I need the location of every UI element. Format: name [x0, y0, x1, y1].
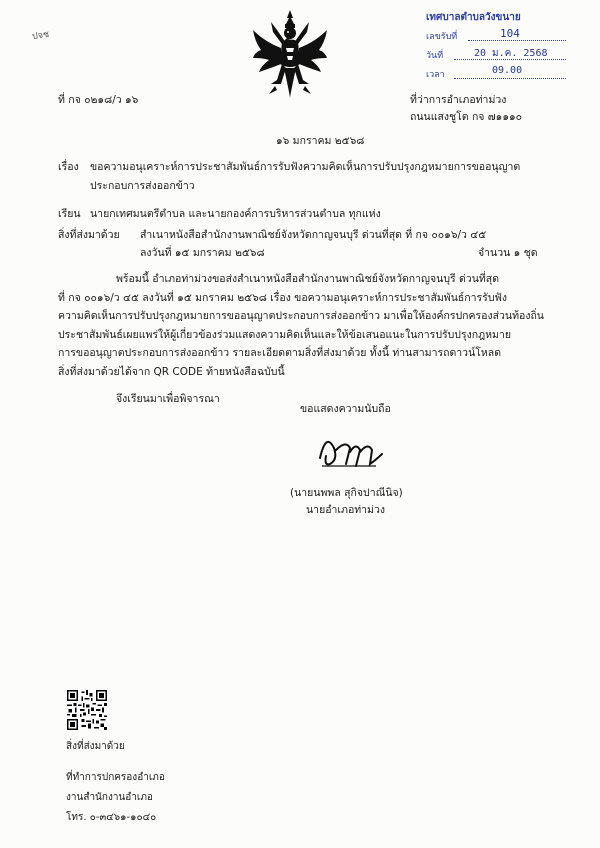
garuda-emblem-icon: [251, 8, 329, 100]
handwritten-signature: [316, 420, 386, 480]
signer-title: นายอำเภอท่าม่วง: [306, 504, 386, 516]
subject-line-2: ประกอบการส่งออกข้าว: [90, 180, 195, 192]
footer-phone: โทร. ๐-๓๔๖๑-๑๐๔๐: [66, 812, 157, 823]
to-label: เรียน: [58, 208, 81, 220]
stamp-org: เทศบาลตำบลวังขนาย: [426, 12, 521, 23]
closing-phrase: ขอแสดงความนับถือ: [300, 403, 391, 415]
qr-code-icon: [67, 690, 107, 730]
stamp-date-value: 20 ม.ค. 2568: [474, 48, 548, 59]
margin-note: ปจช: [31, 29, 50, 43]
subject-label: เรื่อง: [58, 161, 79, 173]
stamp-time-label: เวลา: [426, 70, 445, 80]
body-line-2: ที่ กจ ๐๐๑๖/ว ๔๕ ลงวันที่ ๑๕ มกราคม ๒๕๖๘ เรื่อง ขอความอนุเคราะห์การประชาสัมพันธ์การรับฟัง: [58, 292, 508, 304]
body-line-4: ประชาสัมพันธ์เผยแพร่ให้ผู้เกี่ยวข้องร่วมแสดงความคิดเห็นและให้ข้อเสนอแนะในการปรับปรุงกฎหมาย: [58, 329, 512, 341]
footer-department: งานสำนักงานอำเภอ: [66, 792, 153, 803]
receive-stamp: [418, 7, 574, 85]
stamp-date-label: วันที่: [426, 51, 444, 61]
subject-line-1: ขอความอนุเคราะห์การประชาสัมพันธ์การรับฟังความคิดเห็นการปรับปรุงกฎหมายการขออนุญาต: [90, 161, 521, 173]
body-line-1: พร้อมนี้ อำเภอท่าม่วงขอส่งสำเนาหนังสือสำนักงานพาณิชย์จังหวัดกาญจนบุรี ด่วนที่สุด: [116, 273, 500, 285]
enclosure-count: จำนวน ๑ ชุด: [478, 247, 538, 259]
footer-office: ที่ทำการปกครองอำเภอ: [66, 772, 165, 783]
qr-caption: สิ่งที่ส่งมาด้วย: [66, 741, 125, 752]
body-line-3: ความคิดเห็นการปรับปรุงกฎหมายการขออนุญาตประกอบการส่งออกข้าว มาเพื่อให้องค์กรปกครองส่วนท้องถิ่น: [58, 310, 544, 322]
body-line-6: สิ่งที่ส่งมาด้วยได้จาก QR CODE ท้ายหนังสือฉบับนี้: [58, 366, 285, 378]
closing-request: จึงเรียนมาเพื่อพิจารณา: [116, 393, 220, 405]
enclosure-line-2: ลงวันที่ ๑๕ มกราคม ๒๕๖๘: [140, 247, 265, 259]
signer-name: (นายนพพล สุกิจปาณีนิจ): [290, 487, 403, 499]
to-text: นายกเทศมนตรีตำบล และนายกองค์การบริหารส่วนตำบล ทุกแห่ง: [90, 208, 381, 220]
issuing-office: ที่ว่าการอำเภอท่าม่วง: [410, 94, 507, 106]
body-line-5: การขออนุญาตประกอบการส่งออกข้าว รายละเอียดตามสิ่งที่ส่งมาด้วย ทั้งนี้ ท่านสามารถดาวน์โหลด: [58, 347, 502, 359]
doc-number: ที่ กจ ๐๒๑๘/ว ๑๖: [58, 94, 139, 106]
doc-date: ๑๖ มกราคม ๒๕๖๘: [276, 135, 365, 147]
stamp-receipt-label: เลขรับที่: [426, 32, 458, 42]
enclosure-label: สิ่งที่ส่งมาด้วย: [58, 229, 120, 241]
stamp-receipt-number: 104: [500, 27, 520, 40]
stamp-time-value: 09.00: [492, 65, 523, 76]
enclosure-line-1: สำเนาหนังสือสำนักงานพาณิชย์จังหวัดกาญจนบุรี ด่วนที่สุด ที่ กจ ๐๐๑๖/ว ๔๕: [140, 229, 487, 241]
office-address: ถนนแสงชูโต กจ ๗๑๑๑๐: [410, 111, 523, 123]
